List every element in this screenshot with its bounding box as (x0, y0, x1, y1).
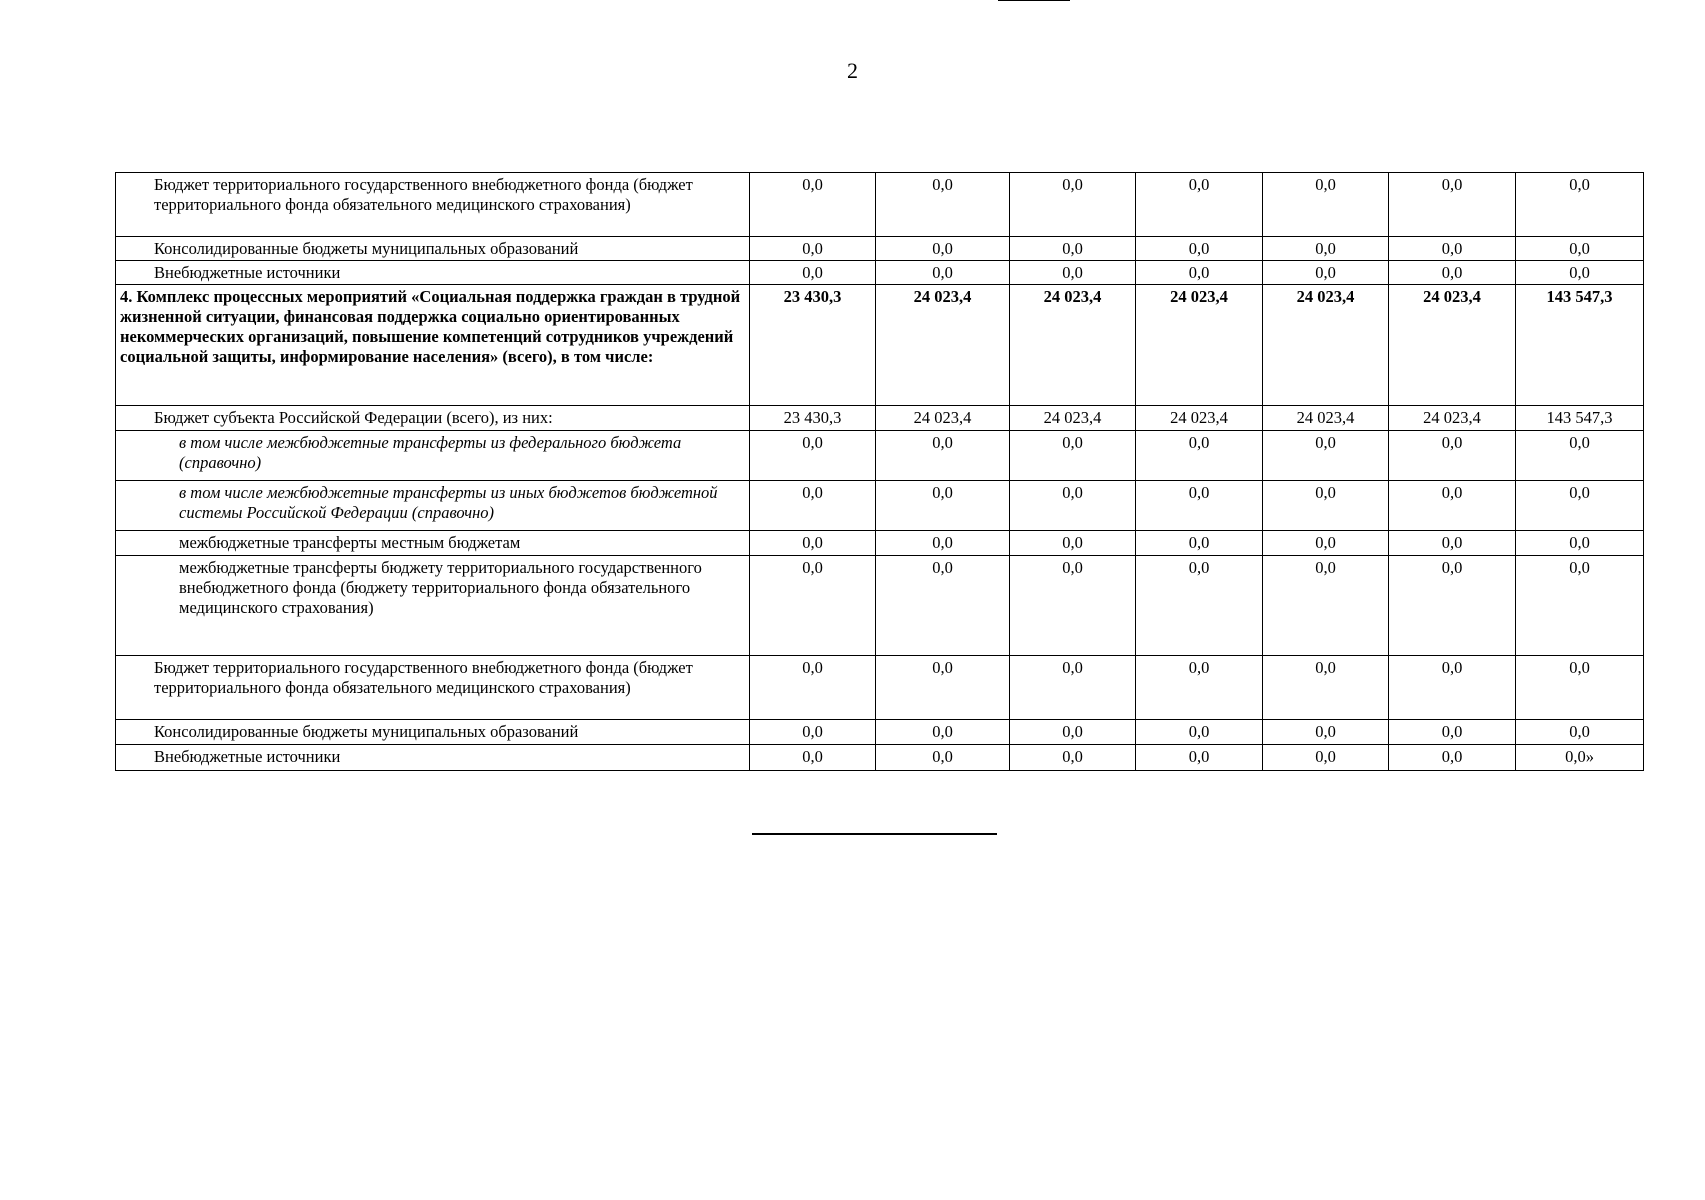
end-of-document-rule (752, 833, 997, 835)
value-cell: 0,0 (1136, 237, 1263, 261)
table-row (116, 173, 1644, 237)
value-cell: 0,0 (1010, 745, 1136, 771)
table-row (116, 237, 1644, 261)
value-cell: 0,0 (876, 656, 1010, 720)
value-cell: 0,0 (876, 173, 1010, 237)
value-cell: 0,0 (1516, 261, 1644, 285)
value-cell: 0,0 (1516, 720, 1644, 745)
value-cell: 0,0 (876, 431, 1010, 481)
value-cell: 0,0 (876, 261, 1010, 285)
table-body (116, 173, 1644, 771)
value-cell: 0,0 (1010, 656, 1136, 720)
value-cell: 0,0 (750, 531, 876, 556)
value-cell: 0,0 (750, 656, 876, 720)
value-cell: 143 547,3 (1516, 285, 1644, 406)
value-cell: 0,0 (1516, 237, 1644, 261)
value-cell: 24 023,4 (876, 285, 1010, 406)
value-cell: 0,0 (750, 173, 876, 237)
value-cell: 0,0 (1136, 481, 1263, 531)
value-cell: 0,0 (1263, 237, 1389, 261)
value-cell: 0,0 (1136, 261, 1263, 285)
value-cell: 0,0 (876, 556, 1010, 656)
value-cell: 24 023,4 (1136, 285, 1263, 406)
value-cell: 0,0 (1010, 720, 1136, 745)
row-label: Консолидированные бюджеты муниципальных образований (116, 720, 750, 745)
page-number: 2 (847, 58, 858, 83)
value-cell: 24 023,4 (1389, 406, 1516, 431)
value-cell: 0,0 (876, 237, 1010, 261)
value-cell: 0,0 (1263, 431, 1389, 481)
value-cell: 0,0 (1516, 481, 1644, 531)
table-row (116, 556, 1644, 656)
value-cell: 0,0 (1263, 481, 1389, 531)
value-cell: 0,0 (750, 745, 876, 771)
value-cell: 0,0 (1263, 556, 1389, 656)
value-cell: 0,0 (1010, 531, 1136, 556)
value-cell: 0,0 (1389, 481, 1516, 531)
value-cell: 0,0 (750, 481, 876, 531)
value-cell: 23 430,3 (750, 406, 876, 431)
value-cell: 24 023,4 (1136, 406, 1263, 431)
row-label: в том числе межбюджетные трансферты из федерального бюджета (справочно) (116, 431, 750, 481)
value-cell: 24 023,4 (1010, 285, 1136, 406)
value-cell: 0,0 (1516, 531, 1644, 556)
row-label: 4. Комплекс процессных мероприятий «Социальная поддержка граждан в трудной жизненной ситуации, финансовая поддержка социально ориентированных некоммерческих организаций, повышение компетенций сотрудников учреждений социальной защиты, информирование населения» (всего), в том числе: (116, 285, 750, 406)
value-cell: 0,0 (1516, 431, 1644, 481)
value-cell: 0,0 (876, 481, 1010, 531)
table-row (116, 261, 1644, 285)
row-label: Внебюджетные источники (116, 745, 750, 771)
value-cell: 0,0 (1389, 656, 1516, 720)
value-cell: 0,0 (1263, 745, 1389, 771)
table-row (116, 406, 1644, 431)
table-row (116, 720, 1644, 745)
value-cell: 0,0 (1136, 745, 1263, 771)
row-label: Консолидированные бюджеты муниципальных образований (116, 237, 750, 261)
value-cell: 0,0 (1136, 720, 1263, 745)
value-cell: 0,0 (1136, 431, 1263, 481)
table-row (116, 285, 1644, 406)
value-cell: 0,0 (1263, 531, 1389, 556)
row-label: межбюджетные трансферты местным бюджетам (116, 531, 750, 556)
row-label: в том числе межбюджетные трансферты из иных бюджетов бюджетной системы Российской Федерации (справочно) (116, 481, 750, 531)
value-cell: 0,0 (1389, 237, 1516, 261)
row-label: межбюджетные трансферты бюджету территориального государственного внебюджетного фонда (бюджету территориального фонда обязательного медицинского страхования) (116, 556, 750, 656)
value-cell: 0,0 (750, 261, 876, 285)
value-cell: 24 023,4 (876, 406, 1010, 431)
value-cell: 0,0 (876, 720, 1010, 745)
value-cell: 0,0 (1263, 720, 1389, 745)
value-cell: 23 430,3 (750, 285, 876, 406)
value-cell: 0,0 (1136, 556, 1263, 656)
value-cell: 24 023,4 (1010, 406, 1136, 431)
value-cell: 0,0 (1389, 431, 1516, 481)
value-cell: 0,0 (1516, 656, 1644, 720)
value-cell: 0,0 (1136, 531, 1263, 556)
table-row (116, 656, 1644, 720)
value-cell: 0,0 (750, 720, 876, 745)
value-cell: 0,0 (1010, 556, 1136, 656)
value-cell: 0,0 (1389, 531, 1516, 556)
table-row (116, 431, 1644, 481)
value-cell: 0,0 (1389, 261, 1516, 285)
value-cell: 0,0 (1389, 173, 1516, 237)
value-cell: 0,0 (1010, 481, 1136, 531)
table-row (116, 531, 1644, 556)
value-cell: 0,0 (1010, 173, 1136, 237)
value-cell: 143 547,3 (1516, 406, 1644, 431)
value-cell: 0,0 (1389, 556, 1516, 656)
row-label: Бюджет территориального государственного внебюджетного фонда (бюджет территориального фонда обязательного медицинского страхования) (116, 656, 750, 720)
value-cell: 0,0 (1389, 720, 1516, 745)
value-cell: 24 023,4 (1263, 285, 1389, 406)
table-row (116, 745, 1644, 771)
value-cell: 0,0 (876, 745, 1010, 771)
value-cell: 0,0 (1136, 656, 1263, 720)
value-cell: 0,0 (750, 556, 876, 656)
value-cell: 0,0 (876, 531, 1010, 556)
value-cell: 0,0 (1010, 237, 1136, 261)
value-cell: 0,0 (1516, 173, 1644, 237)
table-row (116, 481, 1644, 531)
value-cell: 0,0 (1010, 261, 1136, 285)
value-cell: 24 023,4 (1389, 285, 1516, 406)
row-label: Бюджет территориального государственного внебюджетного фонда (бюджет территориального фонда обязательного медицинского страхования) (116, 173, 750, 237)
value-cell: 0,0» (1516, 745, 1644, 771)
top-edge-mark (998, 0, 1070, 1)
budget-table (115, 172, 1644, 771)
value-cell: 0,0 (750, 431, 876, 481)
value-cell: 24 023,4 (1263, 406, 1389, 431)
value-cell: 0,0 (750, 237, 876, 261)
value-cell: 0,0 (1263, 173, 1389, 237)
value-cell: 0,0 (1136, 173, 1263, 237)
value-cell: 0,0 (1263, 656, 1389, 720)
value-cell: 0,0 (1010, 431, 1136, 481)
row-label: Внебюджетные источники (116, 261, 750, 285)
value-cell: 0,0 (1389, 745, 1516, 771)
value-cell: 0,0 (1516, 556, 1644, 656)
row-label: Бюджет субъекта Российской Федерации (всего), из них: (116, 406, 750, 431)
value-cell: 0,0 (1263, 261, 1389, 285)
